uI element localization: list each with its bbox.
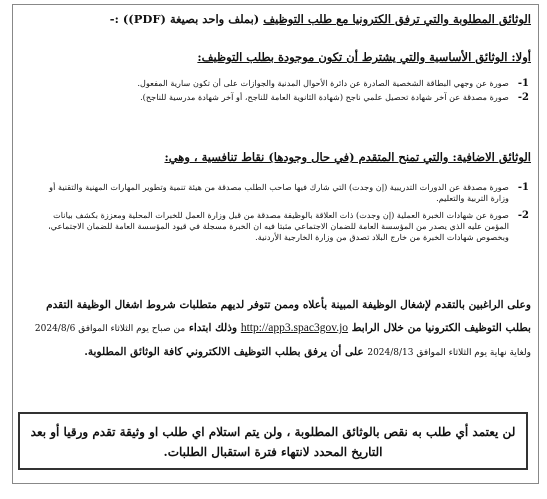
item-number: 1- <box>517 78 529 89</box>
paragraph-part-3: من صباح يوم الثلاثاء الموافق 2024/8/6 ولغاية نهاية يوم الثلاثاء الموافق 2024/8/13 <box>34 324 531 358</box>
notice-box <box>18 412 528 470</box>
basic-documents-heading: أولا: الوثائق الأساسية والتي يشترط أن تكون موجودة بطلب التوظيف: <box>197 50 531 64</box>
extra-item-2 <box>29 210 529 243</box>
item-number: 2- <box>517 210 529 221</box>
item-number: 2- <box>517 92 529 103</box>
paragraph-part-2: وذلك ابتداء <box>188 322 238 334</box>
extra-item-1 <box>29 182 529 204</box>
notice-text: لن يعتمد أي طلب به نقص بالوثائق المطلوبة ، ولن يتم استلام اي طلب او وثيقة تقدم ورقيا أو بعد التاريخ المحدد لانتهاء فترة استقبال الطلبات. <box>30 425 516 459</box>
item-text: صورة مصدقة عن الدورات التدريبية (إن وجدت) التي شارك فيها صاحب الطلب مصدقة من هيئة تنمية وتطوير المهارات المهنية والتقنية أو وزارة التربية والتعليم. <box>49 182 509 203</box>
document-title <box>21 12 531 26</box>
basic-item-1 <box>29 78 529 89</box>
item-text: صورة عن وجهي البطاقة الشخصية الصادرة عن دائرة الأحوال المدنية والجوازات على أن تكون سارية المفعول. <box>137 78 509 88</box>
application-link[interactable]: http://app3.spac3gov.jo <box>240 322 349 334</box>
announcement-page <box>6 4 541 489</box>
paragraph-part-1: وعلى الراغبين بالتقدم لإشغال الوظيفة المبينة بأعلاه وممن تتوفر لديهم متطلبات شروط اشغال الوظيفة التقدم بطلب التوظيف الكترونيا من خلال الرابط <box>46 299 531 334</box>
title-tail: (بملف واحد بصيغة (PDF)) :- <box>109 12 260 26</box>
extra-documents-heading: الوثائق الاضافية: والتي تمنح المتقدم (في حال وجودها) نقاط تنافسية ، وهي: <box>164 150 531 164</box>
paragraph-part-4: على أن يرفق بطلب التوظيف الالكتروني كافة الوثائق المطلوبة. <box>84 346 364 358</box>
item-number: 1- <box>517 182 529 193</box>
basic-item-2 <box>29 92 529 103</box>
item-text: صورة عن شهادات الخبرة العملية (إن وجدت) ذات العلاقة بالوظيفة مصدقة من قبل وزارة العمل للخبرات المحلية ومعززة بكشف بيانات المؤمن عليه الذي يصدر من المؤسسة العامة للضمان الاجتماعي مثبتا فيه ان الخبرة مسجلة في قيود المؤسسة العامة للضمان الاجتماعي، وبخصوص شهادات الخبرة من خارج البلاد تصدق من وزارة الخارجية الأردنية. <box>48 210 509 242</box>
title-main: الوثائق المطلوبة والتي ترفق الكترونيا مع طلب التوظيف <box>263 12 531 26</box>
item-text: صورة مصدقة عن آخر شهادة تحصيل علمي ناجح (شهادة الثانوية العامة للناجح، أو آخر شهادة مدرسية للناجح). <box>140 92 509 102</box>
applicants-paragraph <box>19 294 531 365</box>
